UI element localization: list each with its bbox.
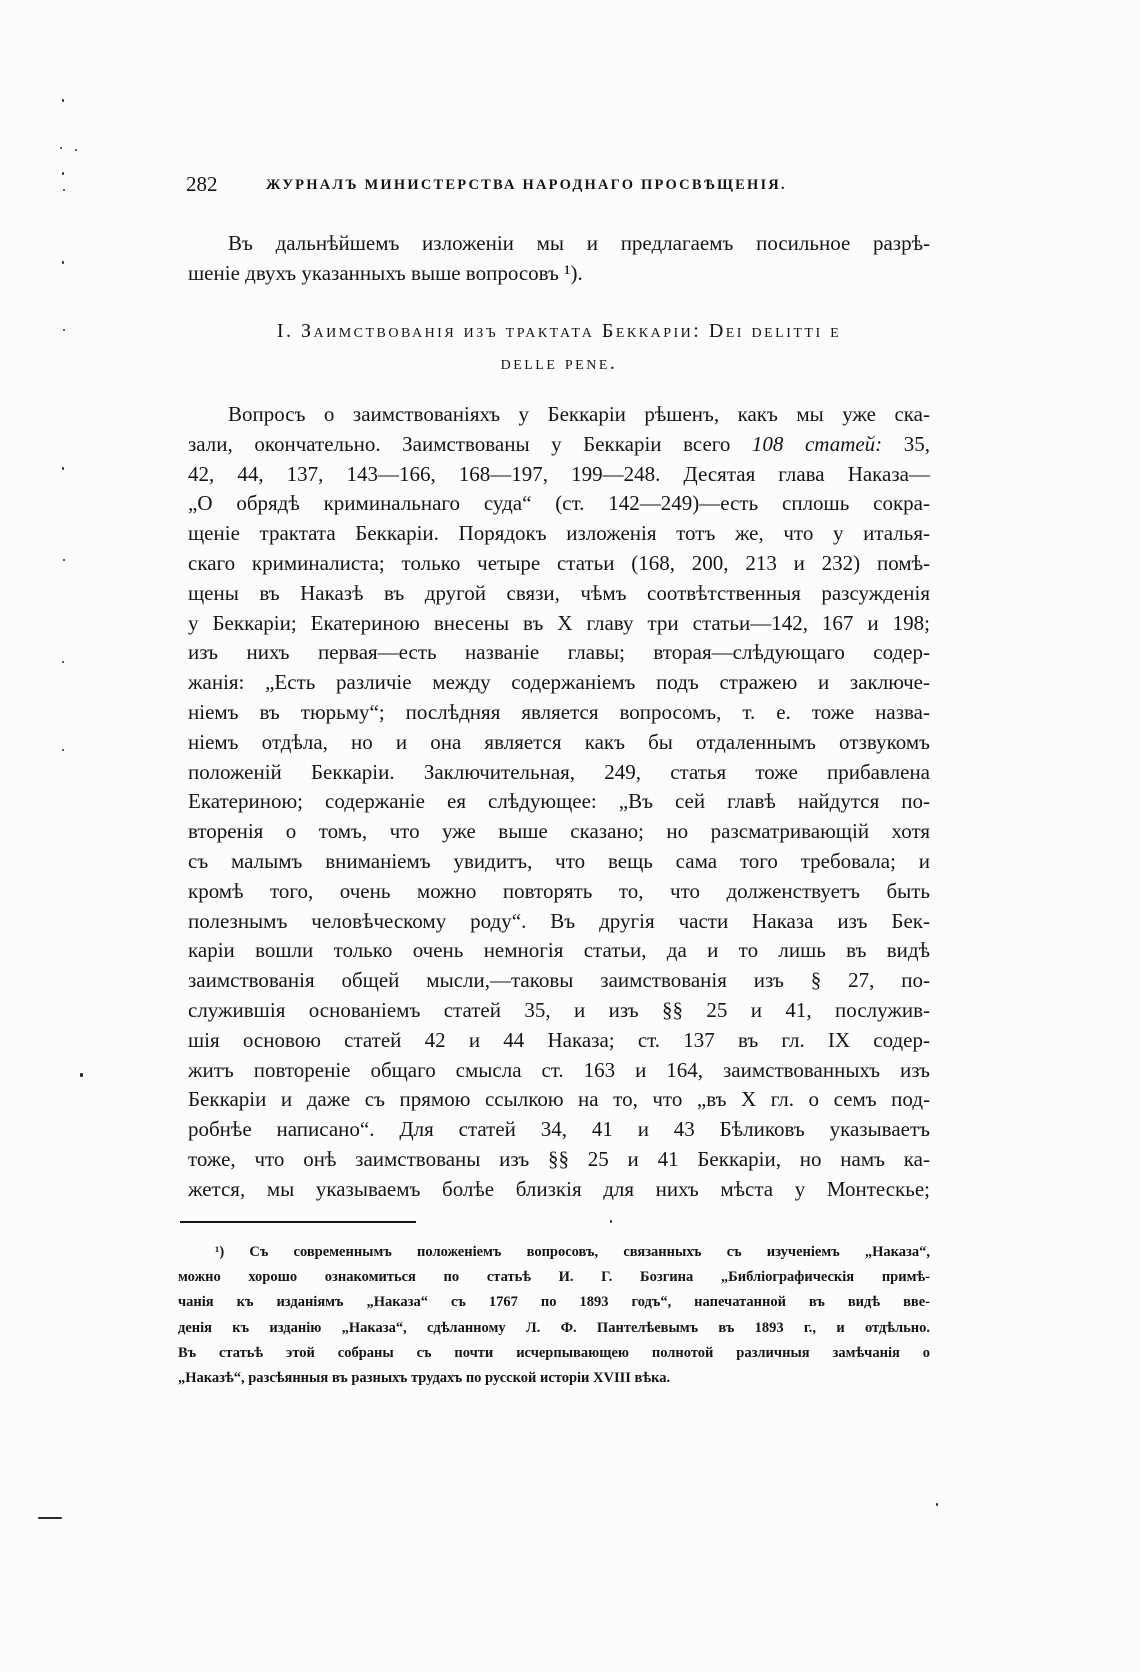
page-number: 282 <box>186 172 218 196</box>
text-line <box>188 430 930 460</box>
text-line: полезнымъ человѣческому роду“. Въ другія части Наказа изъ Бек- <box>188 908 930 933</box>
scan-speck <box>62 172 64 175</box>
footnote-line: ¹) Съ современнымъ положеніемъ вопросовъ, связанныхъ съ изученіемъ „Наказа“, <box>215 1244 930 1260</box>
text-line: вторенія о томъ, что уже выше сказано; но разсматривающій хотя <box>188 819 930 844</box>
scan-speck <box>80 1073 83 1077</box>
scan-speck <box>75 149 77 151</box>
text-line: положеній Беккаріи. Заключительная, 249, статья тоже прибавлена <box>188 759 930 784</box>
scan-speck <box>60 147 62 149</box>
text-line: жется, мы указываемъ болѣе близкія для нихъ мѣста у Монтескье; <box>188 1176 930 1201</box>
text-line: шеніе двухъ указанныхъ выше вопросовъ ¹). <box>188 261 583 285</box>
footnote-line: чанія къ изданіямъ „Наказа“ съ 1767 по 1893 годъ“, напечатанной въ видѣ вве- <box>178 1294 930 1311</box>
main-paragraph <box>188 400 930 1205</box>
text-line: щеніе трактата Беккаріи. Порядокъ изложенія тотъ же, что у италья- <box>188 521 930 546</box>
text-line: робнѣе написано“. Для статей 34, 41 и 43 Бѣликовъ указываетъ <box>188 1117 930 1142</box>
text-line: тоже, что онѣ заимствованы изъ §§ 25 и 41 Беккаріи, но намъ ка- <box>188 1146 930 1171</box>
section-heading-line: I. Заимствованія изъ трактата Беккаріи: Dei delitti e <box>276 320 842 342</box>
scan-speck <box>62 261 64 264</box>
section-heading <box>188 315 930 379</box>
text-line: заимствованія общей мысли,—таковы заимствованія изъ § 27, по- <box>188 968 930 993</box>
text-line: 42, 44, 137, 143—166, 168—197, 199—248. Десятая глава Наказа— <box>188 461 930 486</box>
footnote-line: денія къ изданію „Наказа“, сдѣланному Л. Ф. Пантелѣевымъ въ 1893 г., и отдѣльно. <box>178 1319 930 1336</box>
scan-speck <box>62 749 64 751</box>
text-line: ніемъ въ тюрьму“; послѣдняя является вопросомъ, т. е. тоже назва- <box>188 699 930 724</box>
text-line: скаго криминалиста; только четыре статьи (168, 200, 213 и 232) помѣ- <box>188 550 930 575</box>
footnote-line: Въ статьѣ этой собраны съ почти исчерпывающею полнотой различныя замѣчанія о <box>178 1344 930 1361</box>
text-segment: 35, <box>882 431 930 456</box>
section-heading-line: delle pene. <box>500 352 618 374</box>
italic-segment: 108 статей: <box>751 431 883 456</box>
scan-speck <box>62 467 64 470</box>
text-line: шія основою статей 42 и 44 Наказа; ст. 137 въ гл. IX содер- <box>188 1027 930 1052</box>
intro-paragraph <box>188 228 930 288</box>
text-line: „О обрядѣ криминальнаго суда“ (ст. 142—249)—есть сплошь сокра- <box>188 491 930 516</box>
scan-mark-dash <box>38 1517 62 1519</box>
text-line: ніемъ отдѣла, но и она является какъ бы отдаленнымъ отзвукомъ <box>188 729 930 754</box>
scan-speck <box>610 1220 612 1223</box>
scan-speck <box>63 559 65 561</box>
scan-speck <box>63 189 65 191</box>
text-line: Беккаріи и даже съ прямою ссылкою на то, что „въ X гл. о семъ под- <box>188 1087 930 1112</box>
text-line: житъ повтореніе общаго смысла ст. 163 и 164, заимствованныхъ изъ <box>188 1057 930 1082</box>
scan-speck <box>936 1503 938 1506</box>
text-line: служившія основаніемъ статей 35, и изъ §§ 25 и 41, послужив- <box>188 997 930 1022</box>
scan-speck <box>63 329 65 331</box>
text-segment: зали, окончательно. Заимствованы у Беккаріи всего <box>188 431 752 456</box>
running-title: ЖУРНАЛЪ МИНИСТЕРСТВА НАРОДНАГО ПРОСВѢЩЕНІЯ. <box>266 177 787 193</box>
text-line: Вопросъ о заимствованіяхъ у Беккаріи рѣшенъ, какъ мы уже ска- <box>228 402 930 426</box>
footnote-rule <box>180 1221 416 1223</box>
footnote <box>178 1240 930 1391</box>
text-line: жанія: „Есть различіе между содержаніемъ подъ стражею и заключе- <box>188 670 930 695</box>
text-line: щены въ Наказѣ въ другой связи, чѣмъ соотвѣтственныя разсужденія <box>188 580 930 605</box>
text-line: Екатериною; содержаніе ея слѣдующее: „Въ сей главѣ найдутся по- <box>188 789 930 814</box>
text-line: кромѣ того, очень можно повторять то, что долженствуетъ быть <box>188 878 930 903</box>
text-line: съ малымъ вниманіемъ увидитъ, что вещь сама того требовала; и <box>188 848 930 873</box>
scan-speck <box>62 99 64 102</box>
scan-speck <box>62 661 64 663</box>
text-line: изъ нихъ первая—есть названіе главы; вторая—слѣдующаго содер- <box>188 640 930 665</box>
footnote-line: „Наказѣ“, разсѣянныя въ разныхъ трудахъ по русской исторіи XVIII вѣка. <box>178 1369 671 1386</box>
footnote-line: можно хорошо ознакомиться по статьѣ И. Г. Бозгина „Библіографическія примѣ- <box>178 1269 930 1286</box>
text-line: Въ дальнѣйшемъ изложеніи мы и предлагаемъ посильное разрѣ- <box>228 231 930 255</box>
text-line: каріи вошли только очень немногія статьи, да и то лишь въ видѣ <box>188 938 930 963</box>
text-line: у Беккаріи; Екатериною внесены въ X главу три статьи—142, 167 и 198; <box>188 610 930 635</box>
